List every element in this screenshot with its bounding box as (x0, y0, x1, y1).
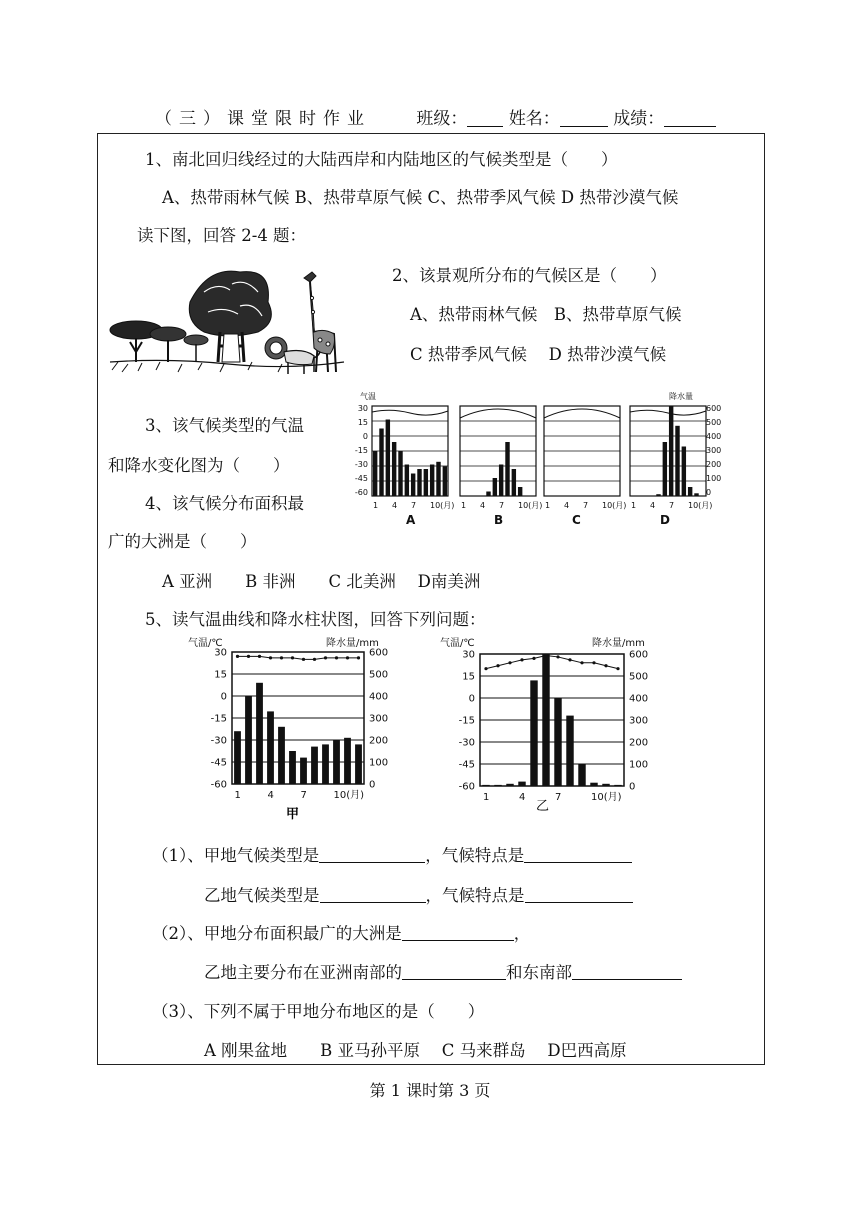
jia-temp-point (247, 655, 250, 658)
yi-temp-line (486, 655, 618, 668)
yi-month-tick-label: 10(月) (591, 792, 622, 803)
jia-temp-tick-label: -45 (210, 757, 227, 769)
yi-precip-bar (482, 785, 489, 786)
svg-text:200: 200 (706, 460, 722, 469)
svg-text:-45: -45 (354, 474, 368, 483)
small-panel-d-month-tick-label: 10(月) (688, 501, 713, 510)
small-climate-charts (354, 388, 734, 530)
small-panel-d-bar (682, 447, 686, 497)
yi-temp-point (580, 661, 583, 664)
small-panel-a-bar (379, 429, 383, 497)
jia-temp-point (291, 656, 294, 659)
yi-temp-axis-label: 气温/℃ (440, 638, 475, 649)
yi-precip-bar (542, 654, 549, 786)
svg-text:30: 30 (357, 404, 368, 413)
small-precip-label: 降水量 (669, 392, 693, 401)
yi-temp-point (520, 658, 523, 661)
yi-temp-point (556, 655, 559, 658)
class-blank[interactable] (467, 110, 503, 127)
worksheet-header (155, 104, 716, 129)
svg-text:0: 0 (706, 488, 712, 497)
small-panel-a-month-tick-label: 4 (392, 501, 398, 510)
small-panel-a-bar (373, 451, 377, 496)
small-panel-a-bar (443, 466, 447, 496)
yi-temp-point (496, 664, 499, 667)
savanna-landscape-image (108, 262, 344, 386)
yi-precip-bar (578, 764, 585, 786)
svg-text:300: 300 (706, 446, 722, 455)
small-panel-a-month-tick-label: 10(月) (430, 501, 455, 510)
yi-precip-axis-label: 降水量/mm (592, 638, 645, 649)
small-panel-d-bar (669, 406, 673, 496)
small-temp-ticks (355, 404, 368, 497)
small-precip-ticks (706, 404, 721, 497)
q1-options: A、热带雨林气候 B、热带草原气候 C、热带季风气候 D 热带沙漠气候 (162, 188, 679, 207)
yi-precip-tick-label: 600 (629, 649, 649, 661)
jia-temp-tick-label: 0 (220, 691, 227, 703)
jia-precip-tick-label: 100 (369, 757, 389, 769)
q4-line1: 4、该气候分布面积最 (145, 494, 304, 513)
jia-temp-tick-label: -15 (210, 713, 227, 725)
small-panel-a-bar (411, 474, 415, 497)
name-label: 姓名： (508, 109, 560, 129)
jia-precip-bar (311, 747, 318, 784)
jia-precip-bar (278, 727, 285, 784)
yi-month-tick-label: 1 (483, 792, 490, 803)
yi-chart-title: 乙 (536, 799, 550, 814)
small-panel-d-bar (694, 493, 698, 496)
yi-climate-feature-blank[interactable] (525, 888, 633, 903)
small-panel-b-bar (499, 465, 503, 497)
small-panel-a-bar (436, 462, 440, 496)
score-blank[interactable] (664, 110, 716, 127)
jia-precip-bar (344, 738, 351, 784)
q5-part1b: 乙地气候类型是 ，气候特点是 (204, 882, 633, 906)
small-panel-b-bar (512, 469, 516, 496)
small-panel-a-bar (405, 465, 409, 497)
jia-month-tick-label: 1 (234, 790, 241, 801)
yi-precip-bar (614, 785, 621, 786)
small-panel-d-bar (675, 426, 679, 496)
jia-precip-tick-label: 500 (369, 669, 389, 681)
jia-precip-bar (256, 683, 263, 784)
small-panel-a-bar (386, 420, 390, 497)
yi-temp-point (604, 664, 607, 667)
svg-text:-30: -30 (354, 460, 368, 469)
small-panel-a-month-tick-label: 7 (411, 501, 417, 510)
small-panel-a-temp-curve (372, 410, 448, 415)
yi-precip-bar (506, 784, 513, 786)
small-panel-d-month-tick-label: 1 (631, 501, 637, 510)
yi-precip-bar (518, 782, 525, 786)
jia-temp-tick-label: -30 (210, 735, 227, 747)
small-panel-b-month-tick-label: 7 (499, 501, 505, 510)
jia-precip-bar (355, 744, 362, 784)
yi-precip-tick-label: 500 (629, 671, 649, 683)
jia-precip-tick-label: 600 (369, 647, 389, 659)
q2-options-ab: A、热带雨林气候 B、热带草原气候 (410, 305, 682, 324)
small-panel-d-month-tick-label: 4 (650, 501, 656, 510)
small-panel-d-month-tick-label: 7 (669, 501, 675, 510)
jia-temp-point (280, 656, 283, 659)
jia-temp-point (302, 658, 305, 661)
jia-temp-tick-label: 30 (214, 647, 227, 659)
q4-line2: 广的大洲是（ ） (108, 532, 257, 551)
small-temp-label: 气温 (360, 392, 376, 401)
small-panel-d-bar (656, 494, 660, 496)
svg-text:-60: -60 (354, 488, 368, 497)
jia-temp-point (357, 656, 360, 659)
jia-precip-tick-label: 0 (369, 779, 376, 791)
small-panel-d-bar (688, 487, 692, 496)
worksheet-title: （三）课堂限时作业 (155, 109, 371, 129)
yi-temp-point (592, 661, 595, 664)
jia-precip-bar (322, 744, 329, 784)
jia-temp-point (346, 656, 349, 659)
panel-label-d: D (660, 513, 670, 527)
yi-precip-bar (494, 785, 501, 786)
jia-precip-axis-label: 降水量/mm (326, 638, 379, 649)
panel-label-c: C (572, 513, 581, 527)
q5-part1a: （1）、甲地气候类型是 ，气候特点是 (152, 842, 632, 866)
climate-chart-jia (188, 632, 412, 822)
score-label: 成绩： (613, 109, 665, 129)
small-panel-d-bar (663, 442, 667, 496)
jia-temp-point (269, 656, 272, 659)
jia-precip-bar (333, 740, 340, 784)
jia-precip-tick-label: 200 (369, 735, 389, 747)
small-panel-c-month-tick-label: 4 (564, 501, 570, 510)
q3-line1: 3、该气候类型的气温 (145, 416, 304, 435)
svg-text:15: 15 (357, 418, 368, 427)
jia-temp-point (335, 656, 338, 659)
yi-temp-tick-label: -30 (458, 737, 475, 749)
small-panel-a-bar (430, 465, 434, 497)
yi-temp-point (532, 657, 535, 660)
jia-precip-bar (267, 711, 274, 784)
yi-precip-tick-label: 200 (629, 737, 649, 749)
yi-precip-bar (566, 716, 573, 786)
small-panel-a-bar (398, 451, 402, 496)
svg-text:100: 100 (706, 474, 722, 483)
svg-text:400: 400 (706, 432, 722, 441)
jia-temp-line (238, 656, 359, 659)
jia-precip-tick-label: 400 (369, 691, 389, 703)
jia-temp-tick-label: 15 (214, 669, 227, 681)
small-panel-a-bar (424, 469, 428, 496)
jia-precip-bar (245, 696, 252, 784)
name-blank[interactable] (560, 110, 608, 127)
q5-part2a: （2）、甲地分布面积最广的大洲是 ， (152, 924, 531, 943)
small-panel-b-bar (493, 478, 497, 496)
yi-temp-tick-label: 0 (468, 693, 475, 705)
small-panel-b-temp-curve (460, 409, 536, 418)
small-panel-b-month-tick-label: 4 (480, 501, 486, 510)
yi-southeast-region-blank[interactable] (572, 965, 682, 980)
jia-month-tick-label: 10(月) (333, 790, 365, 801)
small-panel-c-temp-curve (544, 409, 620, 418)
yi-precip-tick-label: 400 (629, 693, 649, 705)
yi-temp-point (568, 658, 571, 661)
yi-climate-type-blank[interactable] (320, 888, 426, 903)
yi-precip-tick-label: 100 (629, 759, 649, 771)
small-panel-a-bar (392, 442, 396, 496)
jia-continent-blank[interactable] (402, 926, 514, 941)
jia-precip-bar (289, 751, 296, 784)
q5-part2b: 乙地主要分布在亚洲南部的 和东南部 (204, 959, 682, 983)
yi-temp-point (616, 667, 619, 670)
small-panel-b-month-tick-label: 10(月) (518, 501, 543, 510)
yi-month-tick-label: 4 (519, 792, 526, 803)
small-panel-a-bar (417, 469, 421, 496)
page-footer: 第 1 课时第 3 页 (369, 1081, 491, 1100)
yi-temp-point (508, 661, 511, 664)
jia-month-tick-label: 4 (267, 790, 274, 801)
yi-precip-bar (590, 783, 597, 786)
jia-temp-point (236, 655, 239, 658)
q1-stem: 1、南北回归线经过的大陆西岸和内陆地区的气候类型是（ ） (145, 150, 618, 169)
yi-precip-tick-label: 0 (629, 781, 636, 793)
jia-month-tick-label: 7 (300, 790, 307, 801)
yi-temp-tick-label: -60 (458, 781, 475, 793)
q2-stem: 2、该景观所分布的气候区是（ ） (392, 266, 667, 285)
small-panel-c-month-tick-label: 1 (545, 501, 551, 510)
jia-climate-type-blank[interactable] (319, 848, 425, 863)
q5-part3-stem: （3）、下列不属于甲地分布地区的是（ ） (152, 1002, 485, 1021)
small-panel-a-month-tick-label: 1 (373, 501, 379, 510)
yi-precip-bar (530, 680, 537, 786)
climate-chart-yi (440, 632, 670, 822)
small-panel-c-month-tick-label: 10(月) (602, 501, 627, 510)
svg-text:0: 0 (362, 432, 368, 441)
small-panel-b-bar (505, 442, 509, 496)
jia-temp-tick-label: -60 (210, 779, 227, 791)
yi-temp-point (484, 667, 487, 670)
svg-text:-15: -15 (354, 446, 368, 455)
svg-text:600: 600 (706, 404, 722, 413)
jia-climate-feature-blank[interactable] (524, 848, 632, 863)
jia-temp-point (258, 655, 261, 658)
q5-stem: 5、读气温曲线和降水柱状图，回答下列问题： (145, 610, 486, 629)
small-panel-b-bar (486, 492, 490, 497)
small-panel-b-month-tick-label: 1 (461, 501, 467, 510)
yi-precip-tick-label: 300 (629, 715, 649, 727)
intro-text: 读下图，回答 2-4 题： (137, 226, 307, 245)
small-panel-c-month-tick-label: 7 (583, 501, 589, 510)
small-panel-d-temp-curve (630, 410, 706, 415)
yi-temp-tick-label: -45 (458, 759, 475, 771)
yi-temp-tick-label: 30 (462, 649, 475, 661)
q4-options: A 亚洲 B 非洲 C 北美洲 D南美洲 (162, 572, 481, 591)
yi-south-region-blank[interactable] (402, 965, 506, 980)
panel-label-b: B (494, 513, 504, 527)
jia-chart-title: 甲 (286, 807, 300, 822)
panel-label-a: A (406, 513, 416, 527)
jia-precip-tick-label: 300 (369, 713, 389, 725)
yi-precip-bar (602, 784, 609, 786)
jia-precip-bar (300, 758, 307, 784)
jia-temp-axis-label: 气温/℃ (188, 638, 223, 649)
jia-temp-point (324, 656, 327, 659)
q3-line2: 和降水变化图为（ ） (108, 456, 290, 475)
yi-temp-tick-label: 15 (462, 671, 475, 683)
class-label: 班级： (416, 109, 468, 129)
jia-precip-bar (234, 731, 241, 784)
yi-temp-tick-label: -15 (458, 715, 475, 727)
svg-text:500: 500 (706, 418, 722, 427)
small-panel-b-bar (518, 487, 522, 496)
q5-part3-options: A 刚果盆地 B 亚马孙平原 C 马来群岛 D巴西高原 (204, 1041, 627, 1060)
yi-precip-bar (554, 698, 561, 786)
jia-temp-point (313, 658, 316, 661)
q2-options-cd: C 热带季风气候 D 热带沙漠气候 (410, 345, 667, 364)
yi-temp-point (544, 654, 547, 657)
yi-month-tick-label: 7 (555, 792, 562, 803)
